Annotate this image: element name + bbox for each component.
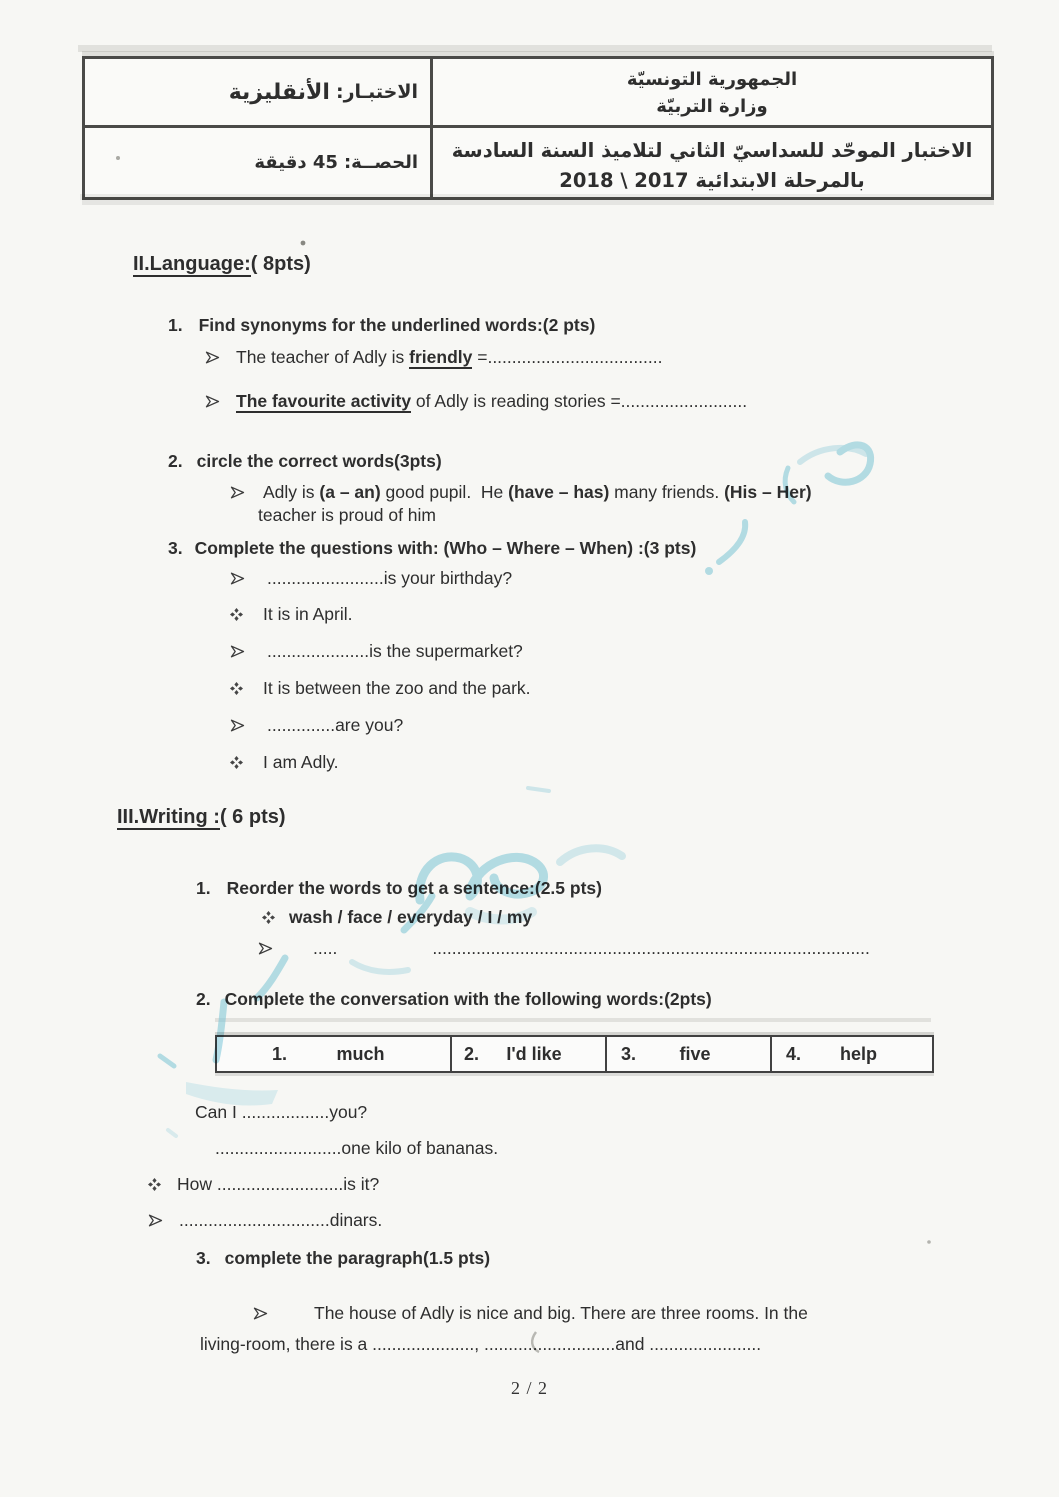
text-segment: many friends. (609, 482, 725, 502)
diamond-bullet-icon (262, 907, 275, 929)
text-segment: It is in April. (263, 604, 353, 624)
arrow-bullet-icon (230, 482, 245, 504)
header-duration-cell (85, 128, 433, 197)
lang-q1-synonym-line-1 (205, 346, 1059, 369)
text-segment: circle the correct words(3pts) (196, 451, 442, 471)
text-segment: (have – has) (508, 482, 610, 502)
writing-q3-paragraph-line-2 (200, 1333, 1059, 1355)
text-segment: .....................is the supermarket? (267, 641, 523, 661)
word-bank-table (215, 1035, 934, 1073)
text-segment: It is between the zoo and the park. (263, 678, 531, 698)
writing-q1-answer-line (258, 937, 1059, 960)
text-segment: 2. (168, 451, 183, 471)
diamond-bullet-icon (230, 678, 243, 700)
word-bank-cell (772, 1037, 932, 1071)
word-bank-cell (217, 1037, 452, 1071)
text-segment: ...............................dinars. (179, 1210, 383, 1230)
text-segment: III.Writing : (117, 806, 220, 828)
text-segment: good pupil. He (380, 482, 509, 502)
text-segment: (a – an) (319, 482, 381, 502)
lang-q2-title (168, 450, 1059, 472)
word-bank-word: help (840, 1043, 878, 1064)
writing-q1-words (262, 906, 1059, 929)
text-segment: Find synonyms for the underlined words:(2 pts) (198, 315, 596, 335)
lang-q2-sentence (230, 481, 1059, 526)
text-segment: Can I ..................you? (195, 1102, 368, 1122)
duration-label: الحصــة: (343, 152, 418, 173)
word-bank-number: 3. (621, 1043, 637, 1064)
lang-q3-answer-2 (230, 677, 1059, 700)
text-segment: The house of Adly is nice and big. There are three rooms. In the (314, 1303, 808, 1323)
arrow-bullet-icon (205, 347, 220, 369)
exam-title-line-2: بالمرحلة الابتدائية 2017 \ 2018 (559, 169, 865, 192)
arrow-bullet-icon (230, 641, 245, 663)
word-bank-word: five (679, 1043, 711, 1064)
exam-header-table (82, 56, 994, 200)
word-bank-number: 2. (464, 1043, 480, 1064)
text-segment: living-room, there is a ....................., ...........................and ....................... (200, 1334, 762, 1354)
section-writing-heading (117, 805, 1059, 830)
exam-body (0, 245, 1059, 1355)
word-bank-cell (452, 1037, 607, 1071)
header-ministry-cell (433, 59, 991, 128)
section-language-heading (133, 252, 1059, 277)
text-segment: ..... (313, 938, 338, 958)
duration-value: 45 دقيقة (254, 152, 338, 173)
text-segment: teacher is proud of him (258, 505, 437, 525)
lang-q3-question-3 (230, 714, 1059, 737)
diamond-bullet-icon (148, 1174, 161, 1196)
text-segment: II.Language: (133, 253, 251, 275)
text-segment: ..........................one kilo of bananas. (215, 1138, 499, 1158)
text-segment: wash / face / everyday / I / my (289, 907, 533, 927)
conv-line-3 (148, 1173, 1059, 1196)
exam-subject-label: الاختبـار: (335, 81, 418, 103)
text-segment: I am Adly. (263, 752, 339, 772)
arrow-bullet-icon (205, 391, 220, 413)
text-segment: ........................is your birthday? (267, 568, 513, 588)
lang-q3-question-1 (230, 567, 1059, 590)
text-segment: Complete the questions with: (Who – Where – When) :(3 pts) (194, 538, 697, 558)
page-number: 2 / 2 (510, 1378, 548, 1398)
header-exam-title-cell (433, 128, 991, 197)
writing-q2-title (196, 988, 1059, 1010)
lang-q1-synonym-line-2 (205, 390, 1059, 413)
text-segment: of Adly is reading stories =.......................... (411, 391, 748, 411)
text-segment: 2. (196, 989, 211, 1009)
text-segment: 3. (168, 538, 183, 558)
diamond-bullet-icon (230, 752, 243, 774)
text-segment: Adly is (263, 482, 320, 502)
writing-q1-title (196, 877, 1059, 899)
text-segment: Reorder the words to get a sentence:(2.5 pts) (226, 878, 602, 898)
conv-line-1 (195, 1101, 1059, 1123)
writing-q3-paragraph-line-1 (253, 1302, 1059, 1325)
text-segment: ( 6 pts) (219, 806, 286, 828)
lang-q3-question-2 (230, 640, 1059, 663)
word-bank-number: 4. (786, 1043, 802, 1064)
writing-q3-title (196, 1247, 1059, 1269)
text-segment: complete the paragraph(1.5 pts) (224, 1248, 491, 1268)
lang-q3-title (168, 537, 1059, 559)
arrow-bullet-icon (148, 1210, 163, 1232)
text-segment: The favourite activity (236, 391, 412, 411)
word-bank-number: 1. (272, 1043, 288, 1064)
text-segment: How ..........................is it? (177, 1174, 380, 1194)
text-segment: 3. (196, 1248, 211, 1268)
text-segment: 1. (168, 315, 183, 335)
word-bank-word: much (336, 1043, 385, 1064)
text-segment: ..............are you? (267, 715, 404, 735)
header-exam-subject-cell (85, 59, 433, 128)
republic-line: الجمهورية التونسيّة (626, 69, 798, 90)
text-segment: ( 8pts) (250, 253, 311, 275)
text-segment: friendly (409, 347, 473, 367)
exam-title-line-1: الاختبار الموحّد للسداسيّ الثاني لتلاميذ السنة السادسة (451, 139, 973, 162)
text-segment: 1. (196, 878, 211, 898)
arrow-bullet-icon (230, 715, 245, 737)
arrow-bullet-icon (258, 938, 273, 960)
conv-line-2 (215, 1137, 1059, 1159)
exam-subject-value: الأنقليزية (228, 79, 330, 105)
conv-line-4 (148, 1209, 1059, 1232)
arrow-bullet-icon (253, 1303, 268, 1325)
diamond-bullet-icon (230, 604, 243, 626)
text-segment: =.................................... (472, 347, 663, 367)
word-bank-word: I'd like (506, 1043, 562, 1064)
text-segment: Complete the conversation with the following words:(2pts) (224, 989, 712, 1009)
word-bank-cell (607, 1037, 772, 1071)
text-segment: The teacher of Adly is (236, 347, 410, 367)
ministry-line: وزارة التربيّة (656, 96, 768, 117)
lang-q3-answer-3 (230, 751, 1059, 774)
arrow-bullet-icon (230, 568, 245, 590)
text-segment: (His – Her) (724, 482, 812, 502)
lang-q3-answer-1 (230, 603, 1059, 626)
lang-q1-title (168, 314, 1059, 336)
text-segment: .......................................................................................... (432, 938, 870, 958)
